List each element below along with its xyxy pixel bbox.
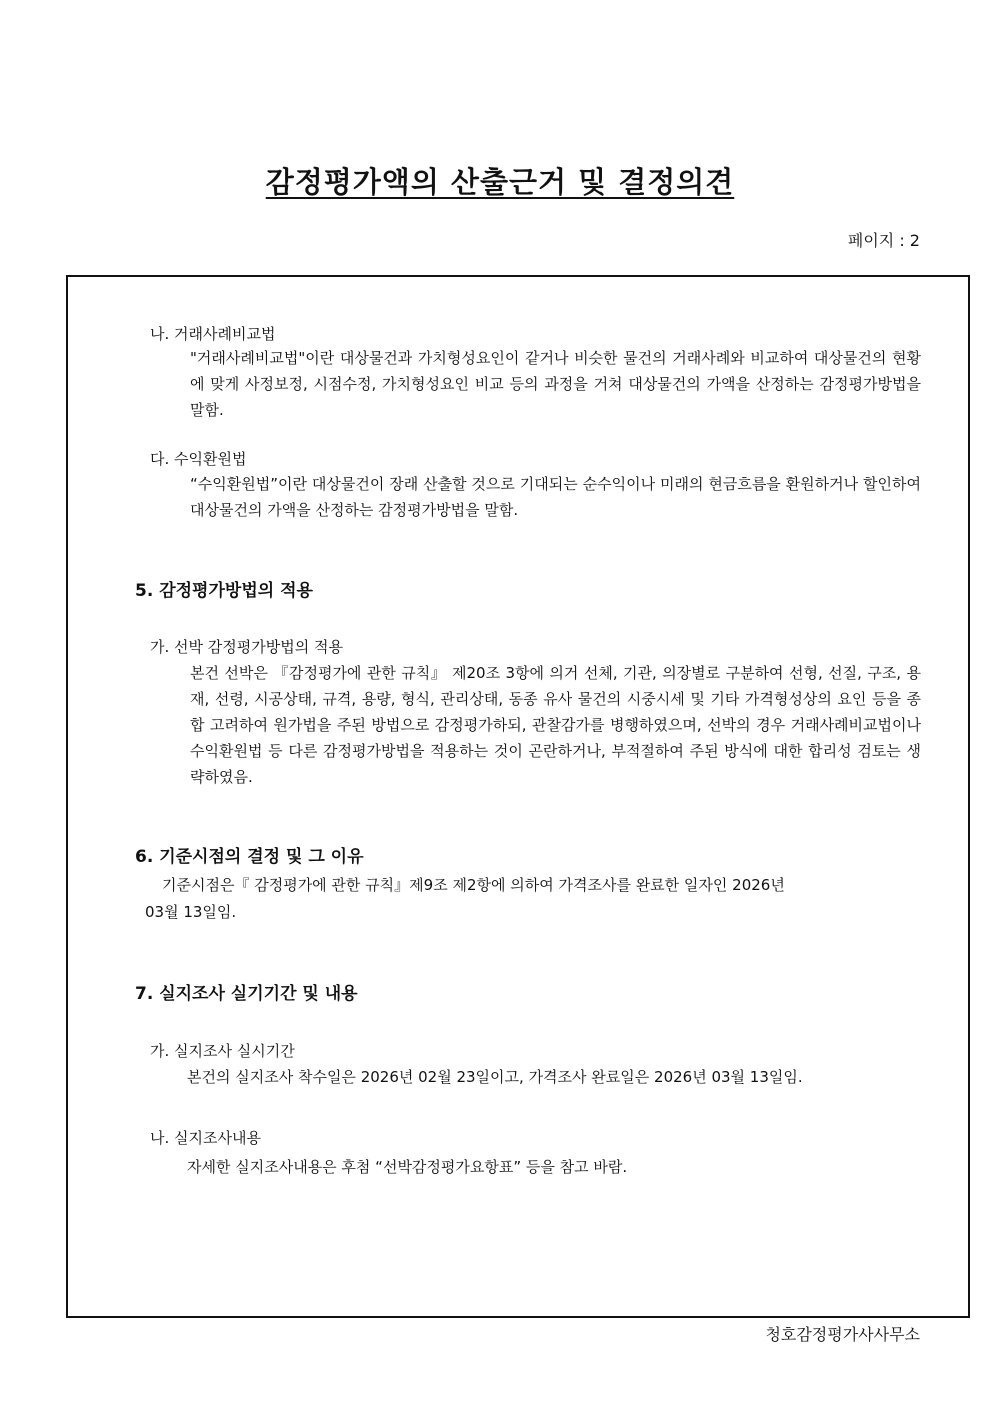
- paragraph-income: “수익환원법”이란 대상물건이 장래 산출할 것으로 기대되는 순수익이나 미래의 현금흐름을 환원하거나 할인하여 대상물건의 가액을 산정하는 감정평가방법을 말함.: [190, 475, 921, 519]
- subsection-heading-survey-content: 나. 실지조사내용: [150, 1129, 261, 1147]
- paragraph-base-date-line2: 03월 13일임.: [145, 903, 237, 921]
- subsection-heading-comparison: 나. 거래사례비교법: [150, 325, 276, 343]
- document-title: [0, 160, 1000, 201]
- paragraph-comparison: "거래사례비교법"이란 대상물건과 가치형성요인이 같거나 비슷한 물건의 거래사례와 비교하여 대상물건의 현황에 맞게 사정보정, 시점수정, 가치형성요인 비교 등의 과정을 거쳐 대상물건의 가액을 산정하는 감정평가방법을 말함.: [190, 349, 921, 419]
- paragraph-survey-content: 자세한 실지조사내용은 후첨 “선박감정평가요항표” 등을 참고 바람.: [187, 1158, 628, 1176]
- section-heading-7: 7. 실지조사 실기기간 및 내용: [135, 984, 358, 1004]
- subsection-heading-ship-method: 가. 선박 감정평가방법의 적용: [150, 638, 343, 656]
- paragraph-base-date-line1: 기준시점은『 감정평가에 관한 규칙』제9조 제2항에 의하여 가격조사를 완료한 일자인 2026년: [162, 876, 785, 894]
- section-heading-5: 5. 감정평가방법의 적용: [135, 581, 313, 601]
- subsection-heading-income: 다. 수익환원법: [150, 450, 247, 468]
- section-heading-6: 6. 기준시점의 결정 및 그 이유: [135, 847, 364, 867]
- document-title-text: 감정평가액의 산출근거 및 결정의견: [265, 165, 735, 199]
- office-name-footer: 청호감정평가사사무소: [765, 1325, 920, 1344]
- page-number: 페이지 : 2: [847, 231, 920, 250]
- subsection-heading-survey-period: 가. 실지조사 실시기간: [150, 1042, 295, 1060]
- paragraph-ship-method: 본건 선박은 『감정평가에 관한 규칙』 제20조 3항에 의거 선체, 기관, 의장별로 구분하여 선형, 선질, 구조, 용재, 선령, 시공상태, 규격, 용량, 형식, 관리상태, 동종 유사 물건의 시중시세 및 기타 가격형성상의 요인 등을 종합 고려하여 원가법을 주된 방법으로 감정평가하되, 관찰감가를 병행하였으며, 선박의 경우 거래사례비교법이나 수익환원법 등 다른 감정평가방법을 적용하는 것이 곤란하거나, 부적절하여 주된 방식에 대한 합리성 검토는 생략하였음.: [190, 664, 921, 786]
- paragraph-survey-period: 본건의 실지조사 착수일은 2026년 02월 23일이고, 가격조사 완료일은 2026년 03월 13일임.: [187, 1068, 803, 1086]
